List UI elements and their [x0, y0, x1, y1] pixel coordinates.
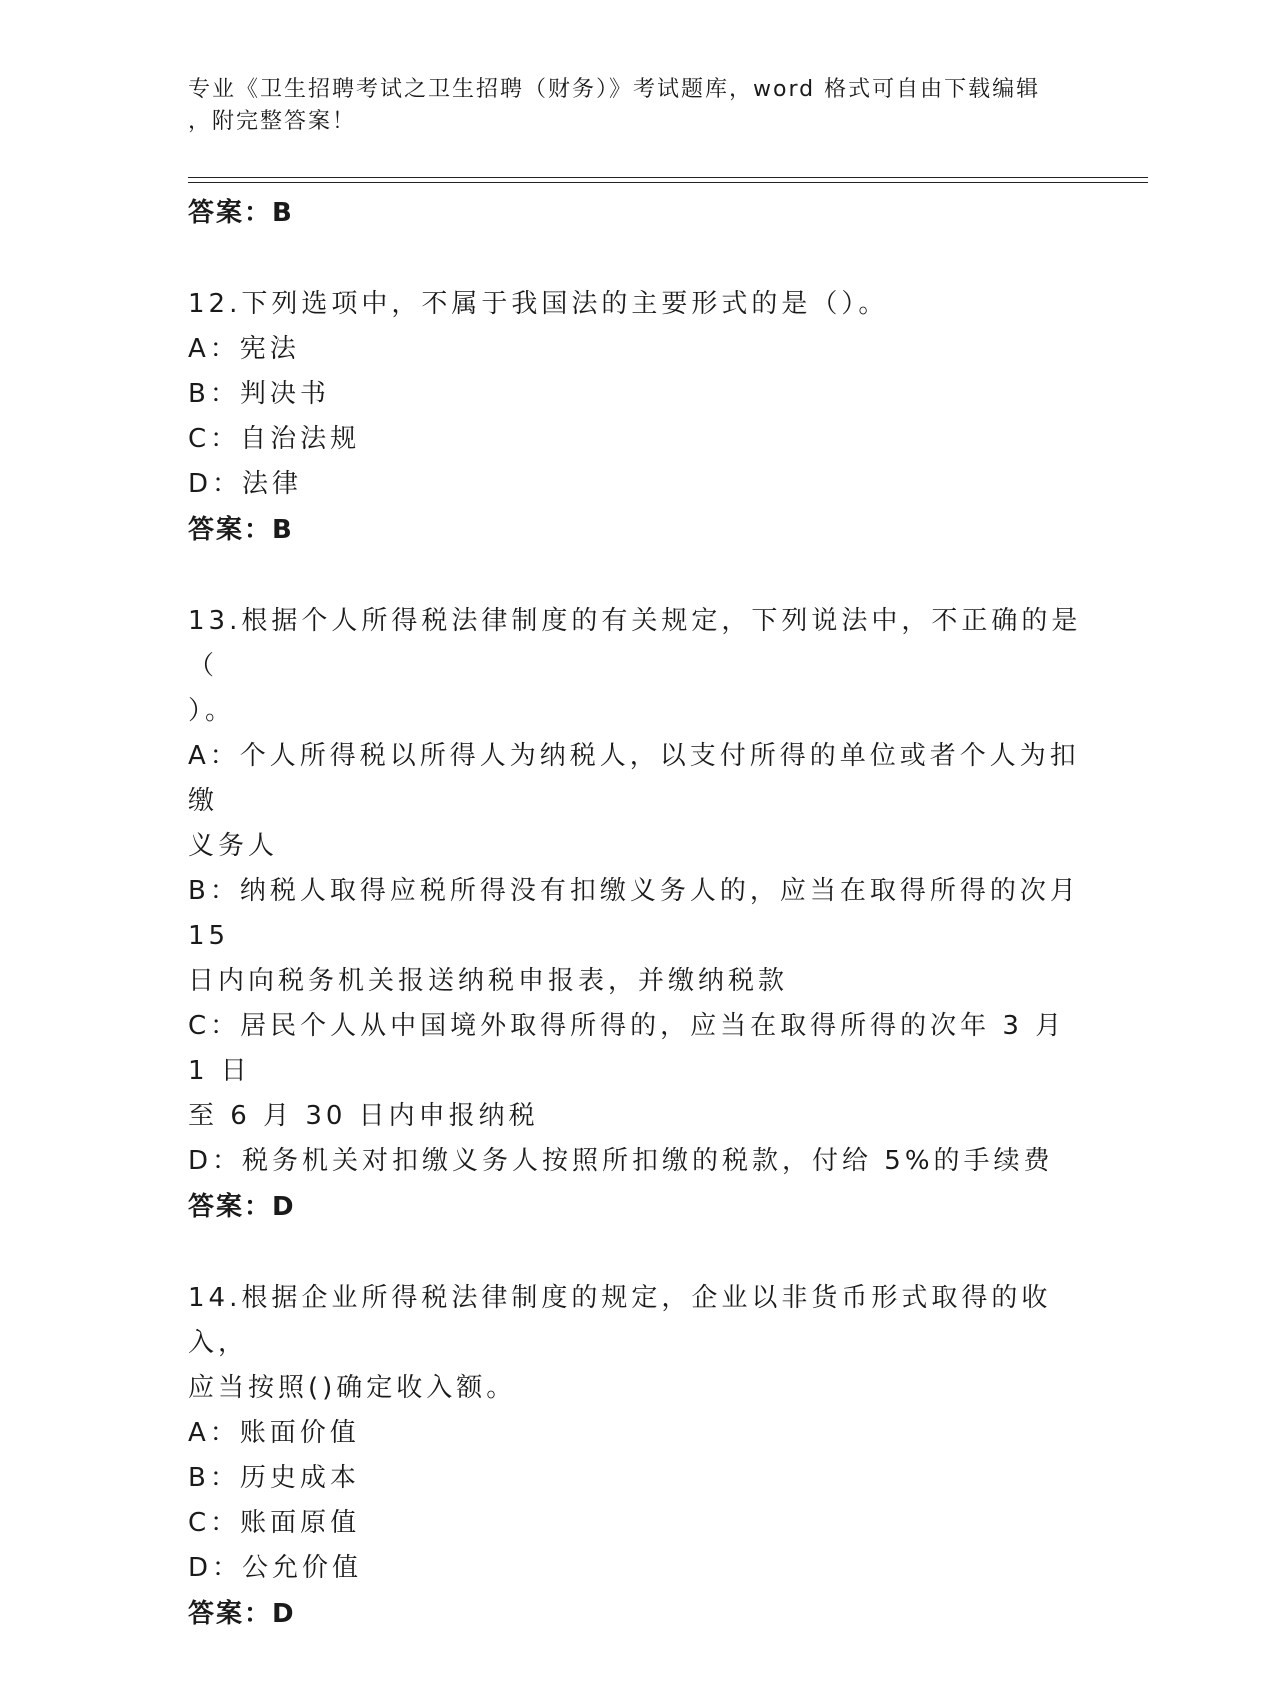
question-12 — [188, 282, 1088, 553]
question-14 — [188, 1276, 1088, 1637]
option-d: D：公允价值 — [188, 1553, 363, 1583]
option-a-line-2: 义务人 — [188, 831, 279, 861]
option-a: A：账面价值 — [188, 1418, 360, 1448]
option-c-line-1: C：居民个人从中国境外取得所得的，应当在取得所得的次年 3 月 1 日 — [188, 1011, 1066, 1086]
question-text-line-1: 13.根据个人所得税法律制度的有关规定，下列说法中，不正确的是（ — [188, 606, 1082, 681]
question-text-line-2: 应当按照()确定收入额。 — [188, 1373, 517, 1403]
header-line-1: 专业《卫生招聘考试之卫生招聘（财务）》考试题库，word 格式可自由下载编辑 — [188, 77, 1041, 102]
previous-answer: 答案：B — [188, 198, 294, 228]
option-c-line-2: 至 6 月 30 日内申报纳税 — [188, 1101, 539, 1131]
option-c: C：自治法规 — [188, 424, 361, 454]
option-a-line-1: A：个人所得税以所得人为纳税人，以支付所得的单位或者个人为扣缴 — [188, 741, 1080, 816]
header-rule-top — [188, 177, 1148, 178]
question-list — [188, 190, 1088, 1683]
header-rule-bottom — [188, 182, 1148, 183]
question-text: 12.下列选项中，不属于我国法的主要形式的是（）。 — [188, 289, 889, 319]
header-line-2: ，附完整答案！ — [188, 109, 357, 134]
answer: 答案：D — [188, 1599, 296, 1629]
question-13 — [188, 599, 1088, 1230]
option-b-line-2: 日内向税务机关报送纳税申报表，并缴纳税款 — [188, 966, 789, 996]
page-header — [188, 74, 1068, 138]
option-a: A：宪法 — [188, 334, 300, 364]
answer: 答案：D — [188, 1192, 296, 1222]
option-b: B：历史成本 — [188, 1463, 360, 1493]
option-c: C：账面原值 — [188, 1508, 361, 1538]
option-b-line-1: B：纳税人取得应税所得没有扣缴义务人的，应当在取得所得的次月 15 — [188, 876, 1080, 951]
option-d: D：法律 — [188, 469, 303, 499]
option-d: D：税务机关对扣缴义务人按照所扣缴的税款，付给 5%的手续费 — [188, 1146, 1054, 1176]
option-b: B：判决书 — [188, 379, 330, 409]
question-text-line-1: 14.根据企业所得税法律制度的规定，企业以非货币形式取得的收入， — [188, 1283, 1052, 1358]
question-text-line-2: ）。 — [188, 696, 236, 726]
answer: 答案：B — [188, 515, 294, 545]
